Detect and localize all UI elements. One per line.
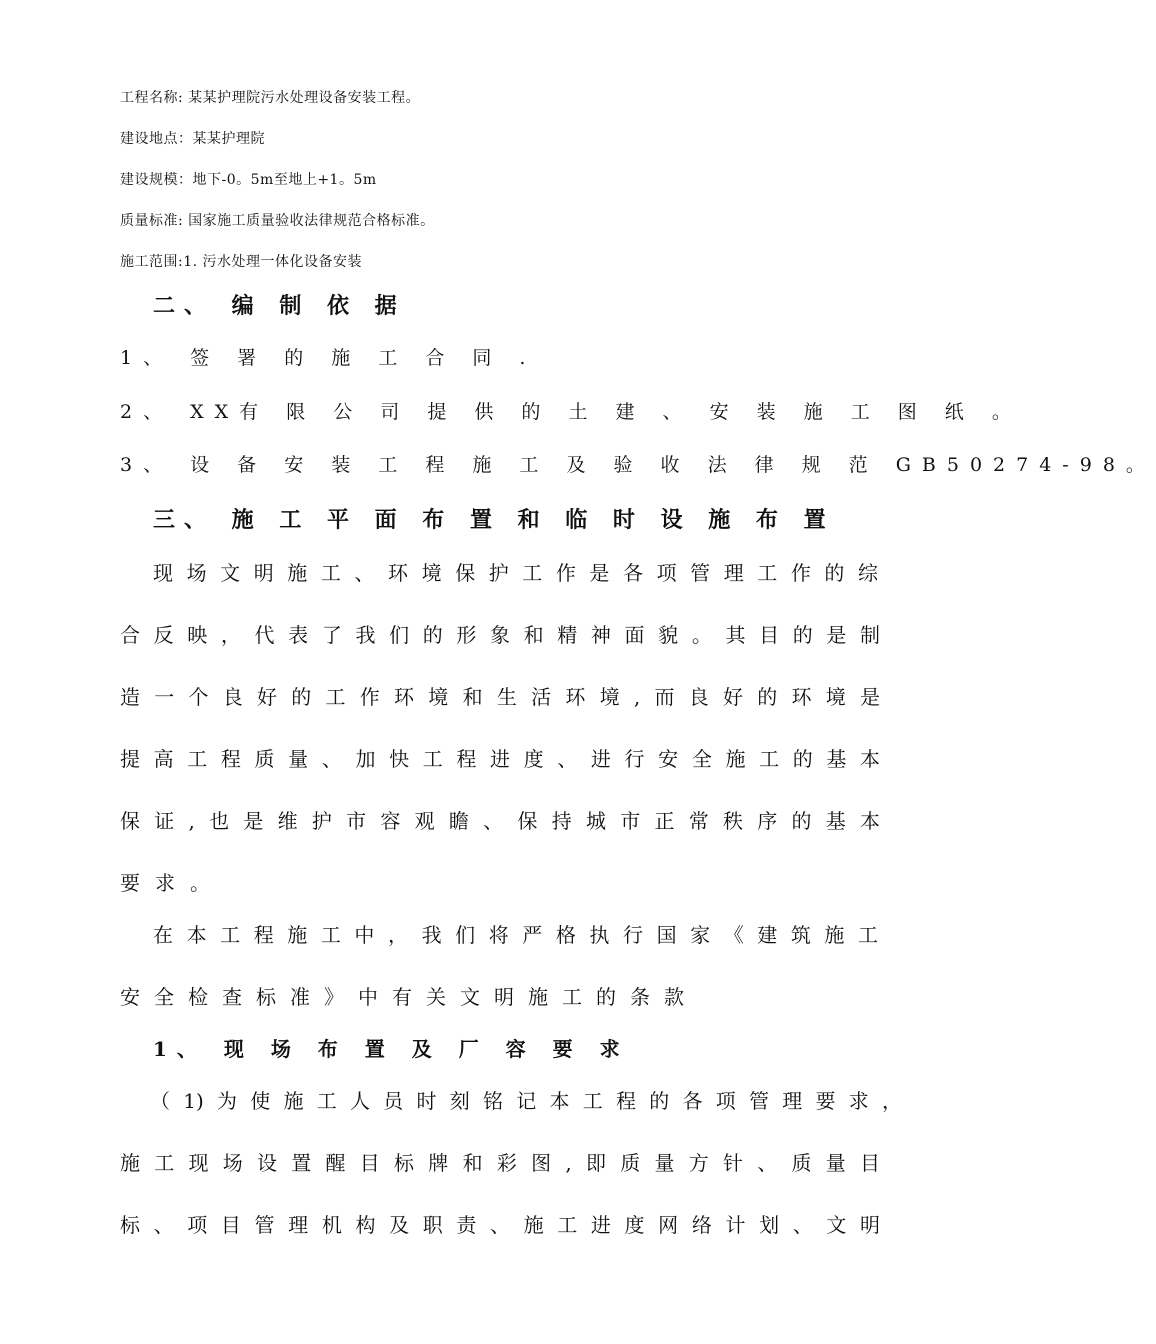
paragraph-3-line: 标、项目管理机构及职责、施工进度网络计划、文明 [120,1213,880,1237]
construction-scope: 施工范围:1. 污水处理一体化设备安装 [120,254,363,270]
paragraph-1-line: 现场文明施工、环境保护工作是各项管理工作的综 [153,561,878,585]
construction-location: 建设地点：某某护理院 [120,131,265,147]
basis-item-3: 3、 设 备 安 装 工 程 施 工 及 验 收 法 律 规 范 GB50274-98。 [120,454,1156,476]
paragraph-1-line: 合反映，代表了我们的形象和精神面貌。其目的是制 [120,623,880,647]
paragraph-2-line: 在本工程施工中，我们将严格执行国家《建筑施工 [153,923,878,947]
paragraph-3-line: 施工现场设置醒目标牌和彩图,即质量方针、质量目 [120,1151,880,1175]
paragraph-1-line: 保证,也是维护市容观瞻、保持城市正常秩序的基本 [120,809,880,833]
construction-scale: 建设规模：地下-0。5m至地上+1。5m [120,172,377,188]
paragraph-1-line: 造一个良好的工作环境和生活环境,而良好的环境是 [120,685,880,709]
quality-standard: 质量标准: 国家施工质量验收法律规范合格标准。 [120,213,435,229]
section-3-heading: 三、 施 工 平 面 布 置 和 临 时 设 施 布 置 [153,507,835,533]
paragraph-2-line: 安全检查标准》中有关文明施工的条款 [120,985,698,1009]
paragraph-1-line: 提高工程质量、加快工程进度、进行安全施工的基本 [120,747,880,771]
paragraph-1-line: 要求。 [120,871,225,895]
paragraph-3-line: （1)为使施工人员时刻铭记本工程的各项管理要求， [150,1089,902,1113]
section-2-heading: 二、 编 制 依 据 [153,293,406,319]
project-name: 工程名称: 某某护理院污水处理设备安装工程。 [120,90,421,106]
basis-item-2: 2、 XX有 限 公 司 提 供 的 土 建 、 安 装 施 工 图 纸 。 [120,401,1022,423]
subsection-1-heading: 1、 现 场 布 置 及 厂 容 要 求 [153,1037,630,1061]
basis-item-1: 1、 签 署 的 施 工 合 同 . [120,347,537,369]
